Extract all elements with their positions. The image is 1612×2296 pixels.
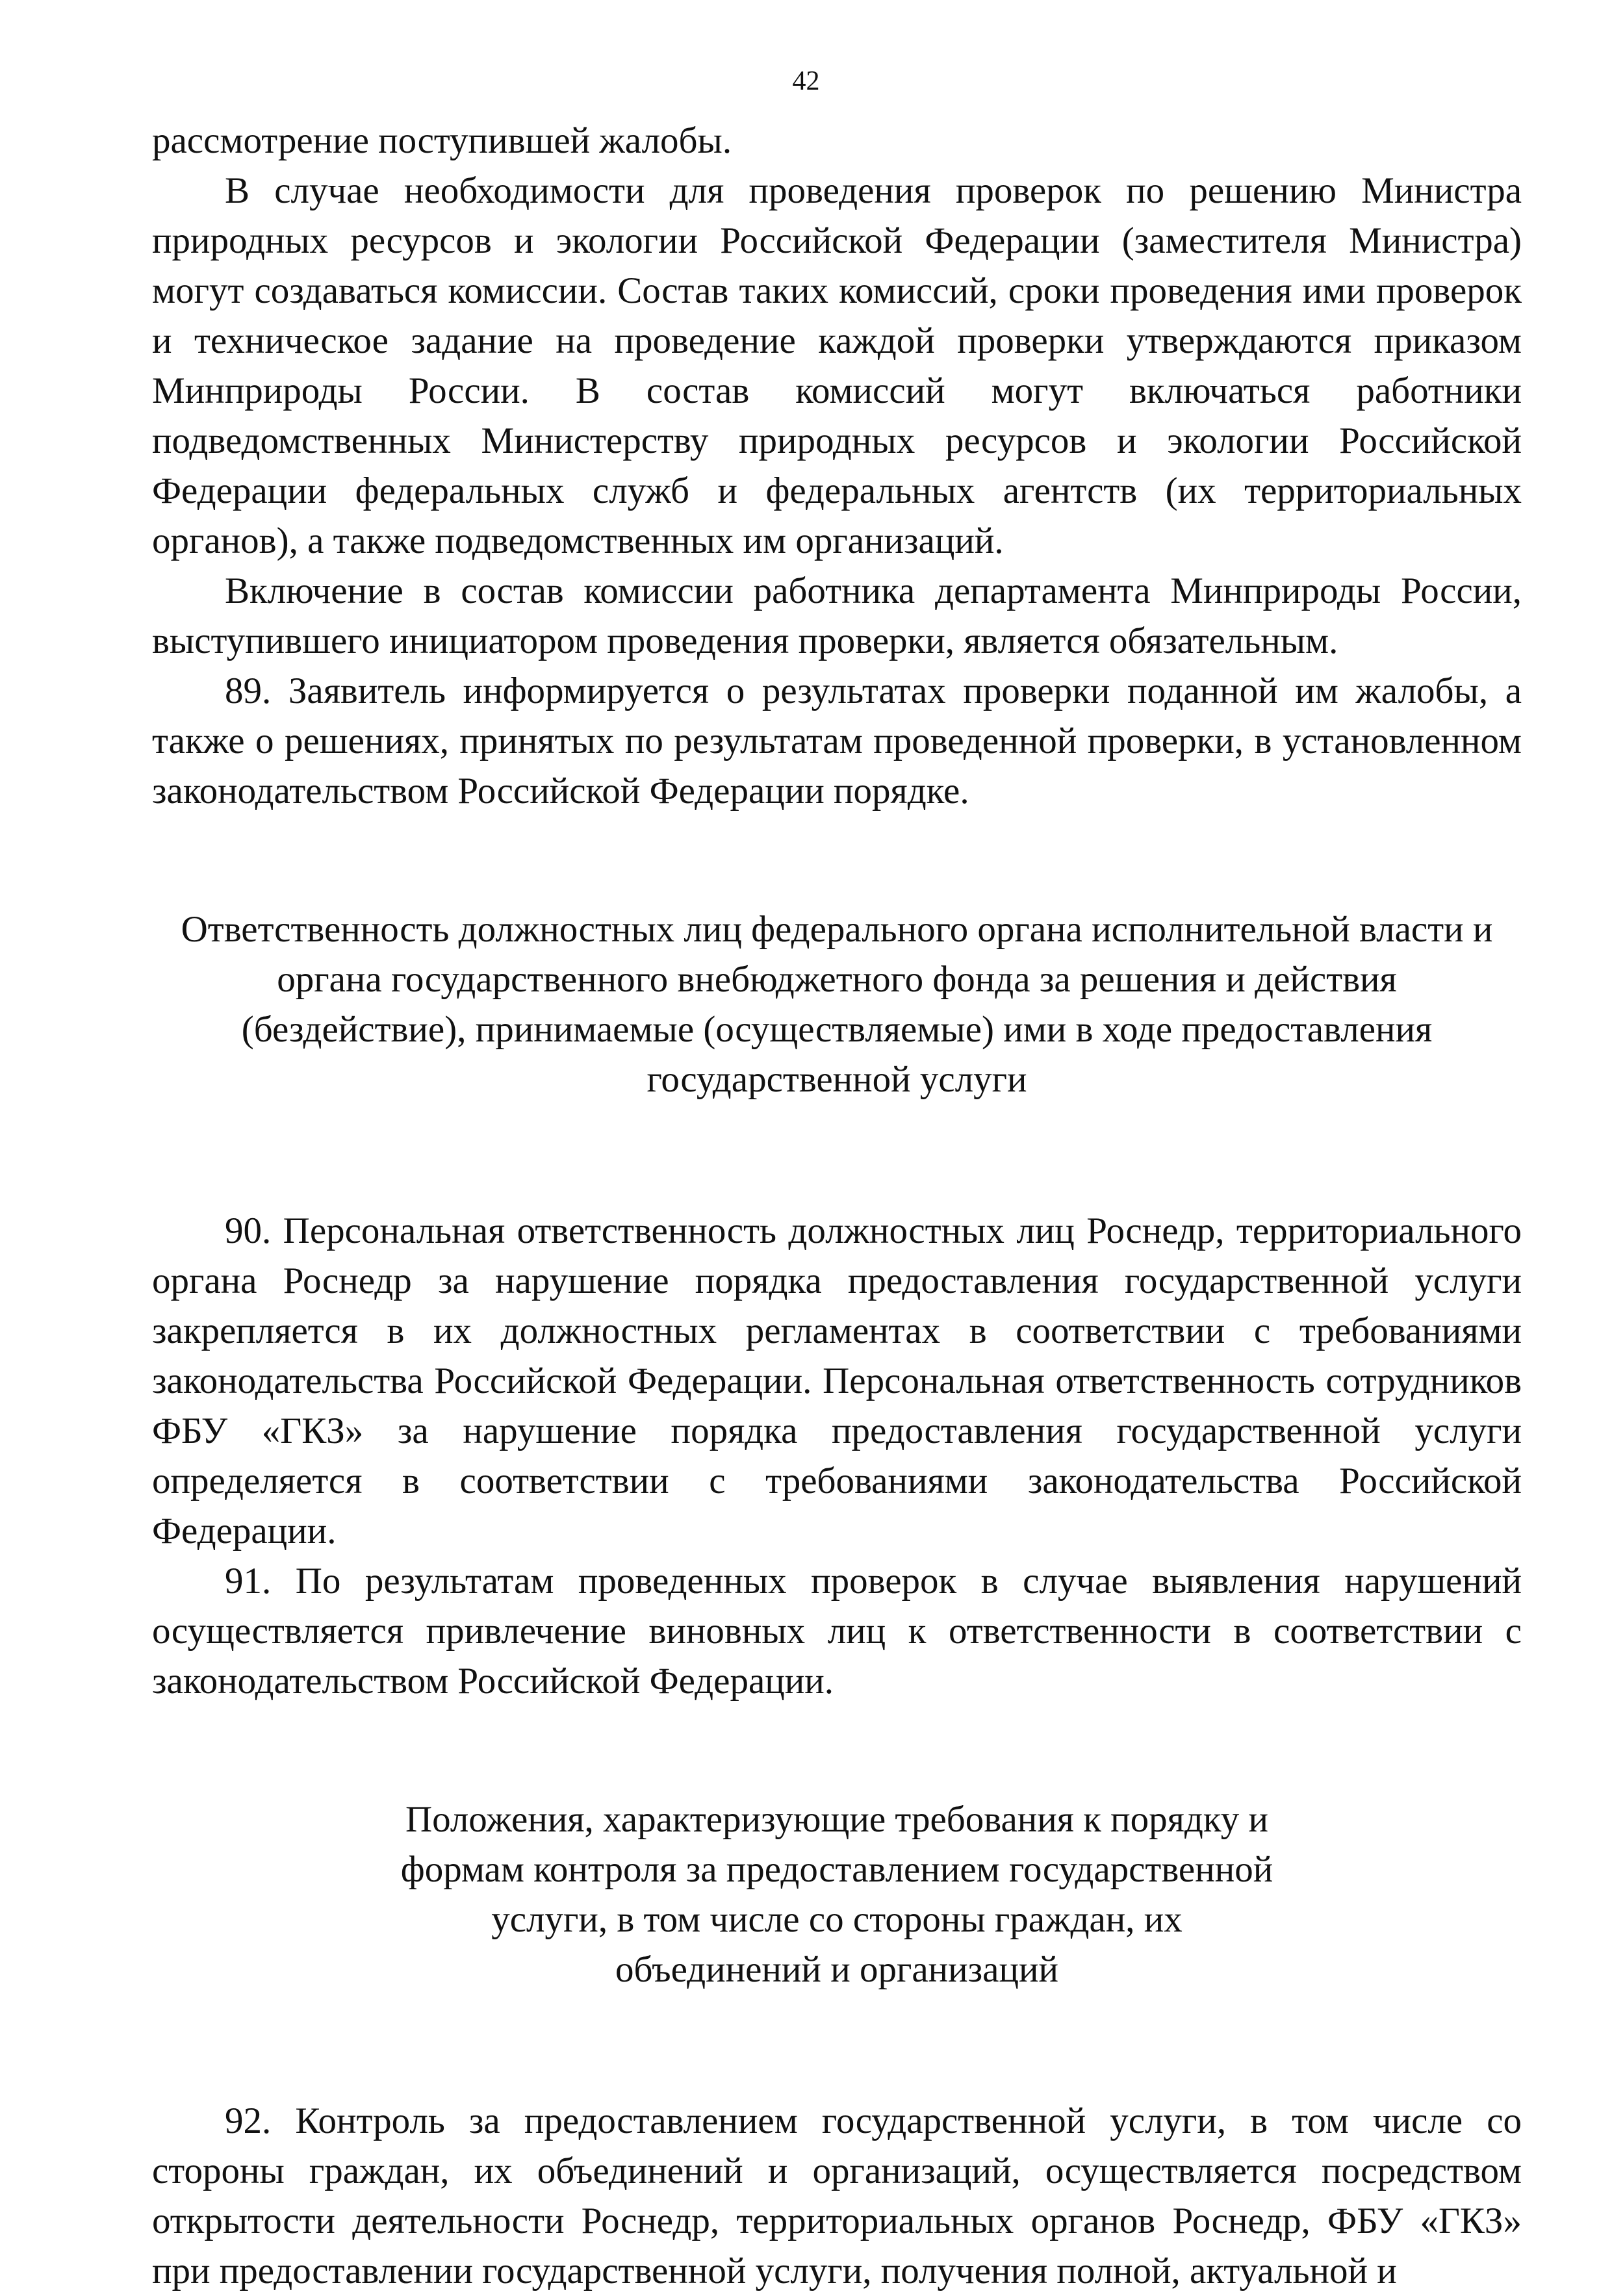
paragraph-90: 90. Персональная ответственность должностных лиц Роснедр, территориального органа Роснедр за нарушение порядка предоставления государственной услуги закрепляется в их должностных регламентах в соответствии с требованиями законодательства Российской Федерации. Персональная ответственность сотрудников ФБУ «ГКЗ» за нарушение порядка предоставления государственной услуги определяется в соответствии с требованиями законодательства Российской Федерации.	[152, 1210, 1522, 1551]
paragraph-92: 92. Контроль за предоставлением государственной услуги, в том числе со стороны граждан, их объединений и организаций, осуществляется посредством открытости деятельности Роснедр, территориальных органов Роснедр, ФБУ «ГКЗ» при предоставлении государственной услуги, получения полной, актуальной и	[152, 2100, 1522, 2291]
paragraph-commission-member: Включение в состав комиссии работника департамента Минприроды России, выступившего инициатором проведения проверки, является обязательным.	[152, 570, 1522, 661]
paragraph-continuation: рассмотрение поступившей жалобы.	[152, 120, 732, 161]
page-number: 42	[792, 66, 820, 96]
paragraph-commissions: В случае необходимости для проведения проверок по решению Министра природных ресурсов и экологии Российской Федерации (заместителя Министра) могут создаваться комиссии. Состав таких комиссий, сроки проведения ими проверок и техническое задание на проведение каждой проверки утверждаются приказом Минприроды России. В состав комиссий могут включаться работники подведомственных Министерству природных ресурсов и экологии Российской Федерации федеральных служб и федеральных агентств (их территориальных органов), а также подведомственных им организаций.	[152, 170, 1522, 561]
paragraph-89: 89. Заявитель информируется о результатах проверки поданной им жалобы, а также о решениях, принятых по результатам проведенной проверки, в установленном законодательством Российской Федерации порядке.	[152, 670, 1522, 811]
paragraph-91: 91. По результатам проведенных проверок в случае выявления нарушений осуществляется привлечение виновных лиц к ответственности в соответствии с законодательством Российской Федерации.	[152, 1561, 1522, 1702]
section-heading-responsibility: Ответственность должностных лиц федерального органа исполнительной власти и органа государственного внебюджетного фонда за решения и действия (бездействие), принимаемые (осуществляемые) ими в ходе предоставления государственной услуги	[181, 909, 1493, 1100]
section-heading-control: Положения, характеризующие требования к порядку и формам контроля за предоставлением государственной услуги, в том числе со стороны граждан, их объединений и организаций	[400, 1799, 1273, 1990]
document-body	[152, 116, 1522, 2296]
